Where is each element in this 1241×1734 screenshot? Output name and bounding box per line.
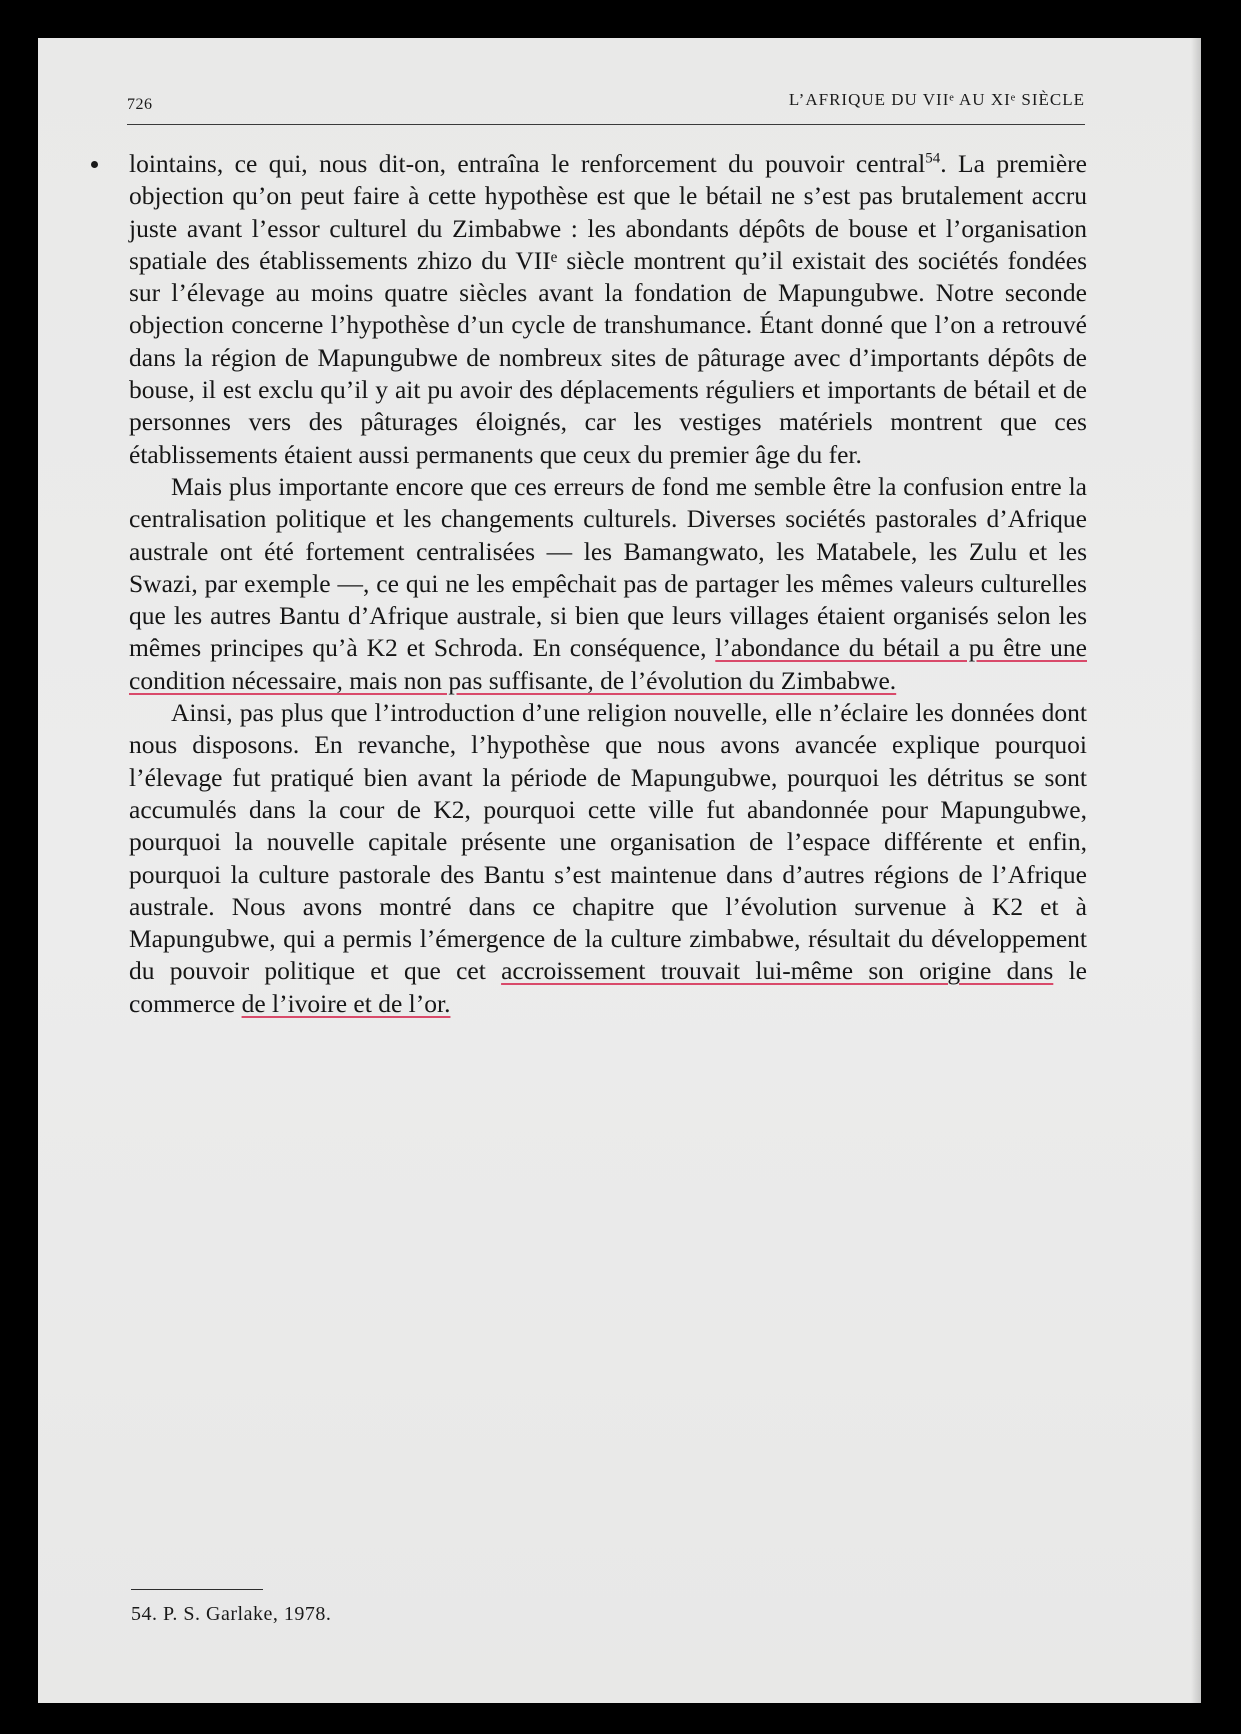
- paragraph-1-text-a: lointains, ce qui, nous dit-on, entraîna le renforcement du pouvoir central: [129, 149, 926, 178]
- paragraph-2-text: Mais plus importante encore que ces erreurs de fond me semble être la confusion entre la centralisation politique et les changements culturels. Diverses sociétés pastorales d’Afrique australe ont été fortement centralisées — les Bamangwato, les Matabele, les Zulu et les Swazi, par exemple —, ce qui ne les empêchait pas de partager les mêmes valeurs culturelles que les autres Bantu d’Afrique australe, si bien que leurs villages étaient organisés selon les mêmes principes qu’à K2 et Schroda. En conséquence,: [129, 471, 1087, 663]
- underlined-passage-1: l’abondance du bétail a pu être une condition nécessaire, mais non pas suffisante, de l’évolution du Zimbabwe.: [129, 633, 1087, 695]
- page-header: [127, 86, 1085, 114]
- page-edge-shadow: [1191, 38, 1201, 1703]
- paragraph-1-text-b: . La première objection qu’on peut faire à cette hypothèse est que le bétail ne s’est pas brutalement accru juste avant l’essor culturel du Zimbabwe : les abondants dépôts de bouse et l’organisation spatiale des établissements zhizo du VIIᵉ siècle montrent qu’il existait des sociétés fondées sur l’élevage au moins quatre siècles avant la fondation de Mapungubwe. Notre seconde objection concerne l’hypothèse d’un cycle de transhumance. Étant donné que l’on a retrouvé dans la région de Mapungubwe de nombreux sites de pâturage avec d’importants dépôts de bouse, il est exclu qu’il y ait pu avoir des déplacements réguliers et importants de bétail et de personnes vers des pâturages éloignés, car les vestiges matériels montrent que ces établissements étaient aussi permanents que ceux du premier âge du fer.: [129, 149, 1087, 469]
- paragraph-2: [129, 471, 1087, 697]
- paragraph-1: [129, 148, 1087, 471]
- footnote-divider: [131, 1589, 263, 1590]
- underlined-passage-3: de l’ivoire et de l’or.: [241, 988, 451, 1018]
- paragraph-3-text-a: Ainsi, pas plus que l’introduction d’une religion nouvelle, elle n’éclaire les données dont nous disposons. En revanche, l’hypothèse que nous avons avancée explique pourquoi l’élevage fut pratiqué bien avant la période de Mapungubwe, pourquoi les détritus se sont accumulés dans la cour de K2, pourquoi cette ville fut abandonnée pour Mapungubwe, pourquoi la nouvelle capitale présente une organisation de l’espace différente et enfin, pourquoi la culture pastorale des Bantu s’est maintenue dans d’autres régions de l’Afrique australe. Nous avons montré dans ce chapitre que l’évolution survenue à K2 et à Mapungubwe, qui a permis l’émergence de la culture zimbabwe, résultait du développement du pouvoir politique et que cet: [129, 698, 1087, 986]
- margin-dot-mark: [91, 161, 98, 168]
- paragraph-3: [129, 697, 1087, 1020]
- paragraph-3-text-b: le commerce: [129, 956, 1087, 1018]
- footnote-54: 54. P. S. Garlake, 1978.: [131, 1603, 332, 1625]
- running-title: L’AFRIQUE DU VIIᵉ AU XIᵉ SIÈCLE: [788, 90, 1085, 109]
- page-number: 726: [127, 96, 153, 113]
- body-text: [129, 148, 1087, 1020]
- footnote-reference[interactable]: 54: [925, 150, 941, 167]
- underlined-passage-2: accroissement trouvait lui-même son origine dans: [501, 956, 1054, 986]
- header-divider: [127, 124, 1085, 125]
